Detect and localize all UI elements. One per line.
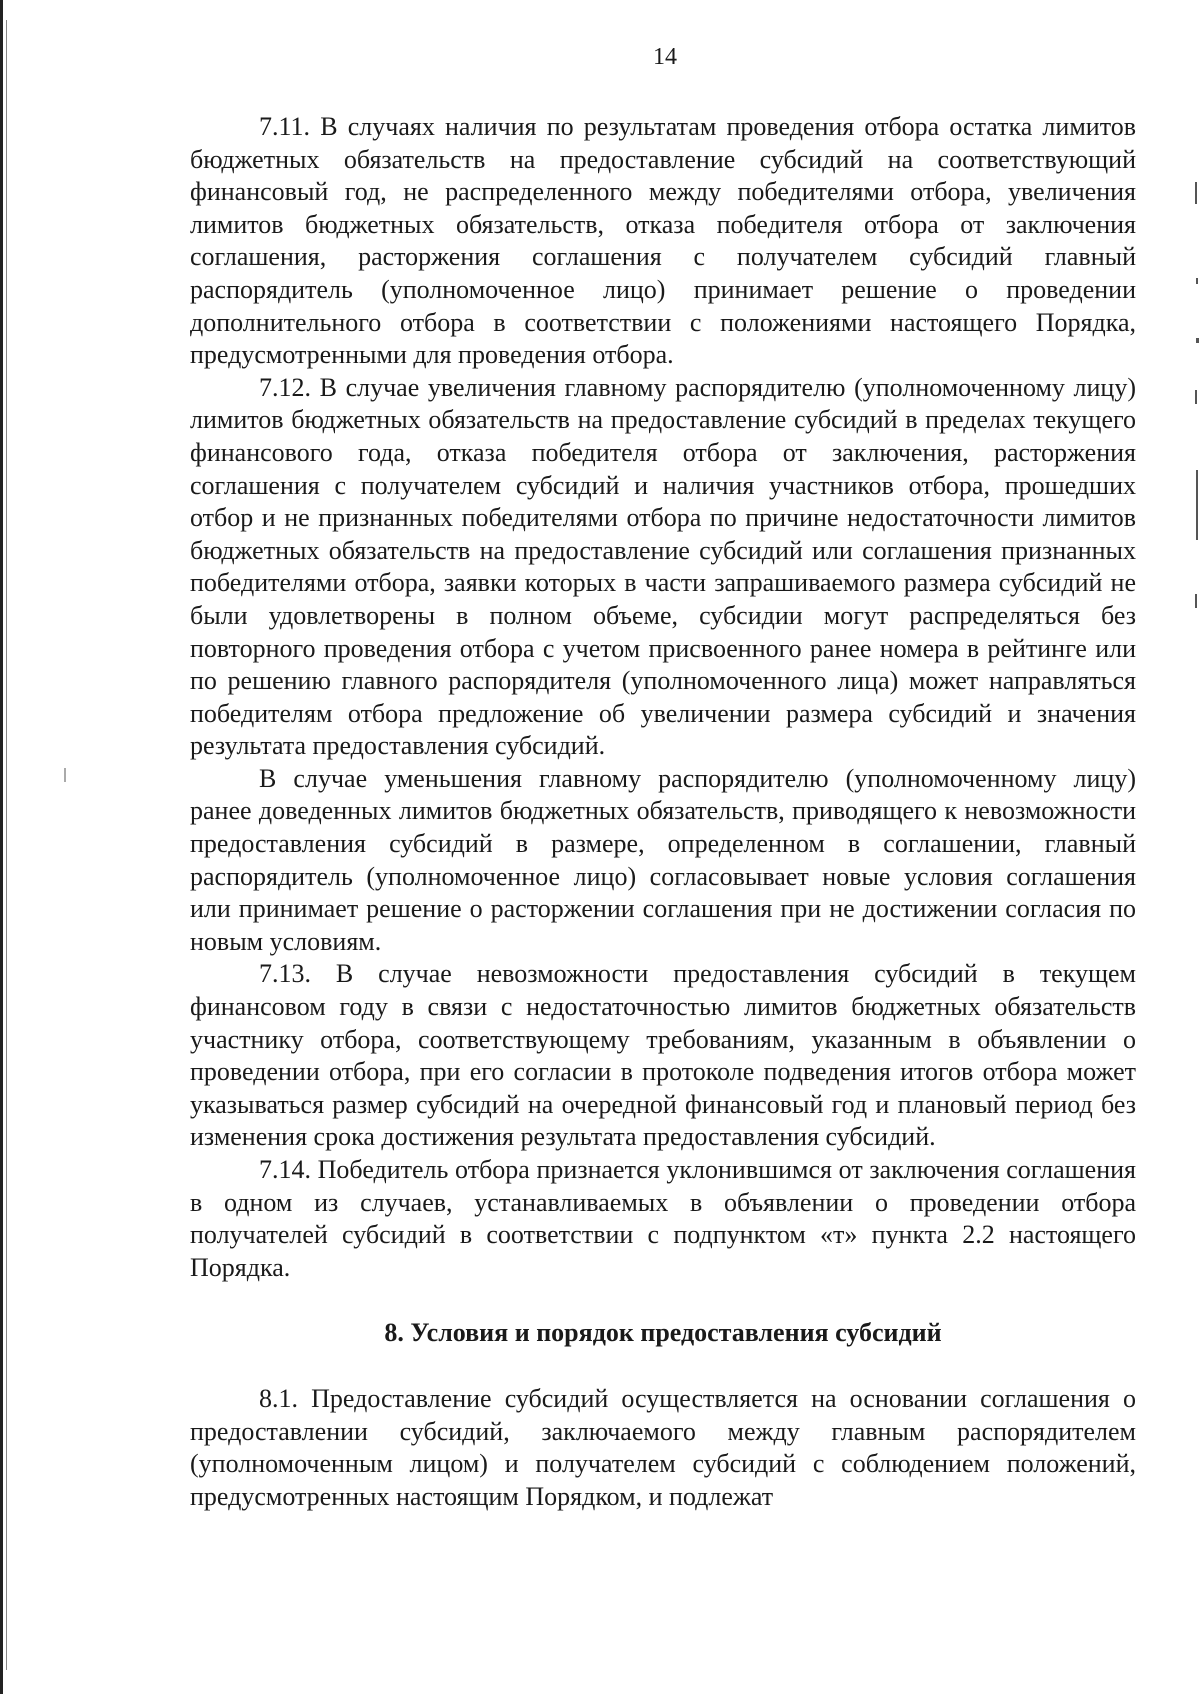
paragraph-8-1: 8.1. Предоставление субсидий осуществляется на основании соглашения о предоставлении субсидий, заключаемого между главным распорядителем (уполномоченным лицом) и получателем субсидий с соблюдением положений, предусмотренных настоящим Порядком, и подлежат <box>190 1383 1136 1511</box>
paragraph-7-14: 7.14. Победитель отбора признается уклонившимся от заключения соглашения в одном из случаев, устанавливаемых в объявлении о проведении отбора получателей субсидий в соответствии с подпунктом «т» пункта 2.2 настоящего Порядка. <box>190 1155 1136 1282</box>
document-body <box>190 111 1136 1513</box>
scan-mark <box>64 768 66 782</box>
scan-mark <box>1195 390 1197 404</box>
scan-mark <box>1195 594 1197 608</box>
scan-mark <box>1196 470 1198 540</box>
paragraph-7-12-continued: В случае уменьшения главному распорядителю (уполномоченному лицу) ранее доведенных лимитов бюджетных обязательств, приводящего к невозможности предоставления субсидий в размере, определенном в соглашении, главный распорядитель (уполномоченное лицо) согласовывает новые условия соглашения или принимает решение о расторжении соглашения при не достижении согласия по новым условиям. <box>190 763 1136 956</box>
scan-mark <box>1196 338 1199 343</box>
scan-mark <box>1195 182 1197 204</box>
paragraph-7-13: 7.13. В случае невозможности предоставления субсидий в текущем финансовом году в связи с недостаточностью лимитов бюджетных обязательств участнику отбора, соответствующему требованиям, указанным в объявлении о проведении отбора, при его согласии в протоколе подведения итогов отбора может указываться размер субсидий на очередной финансовый год и плановый период без изменения срока достижения результата предоставления субсидий. <box>190 959 1136 1152</box>
scan-border-line <box>6 20 7 1670</box>
scan-border-left <box>0 0 3 1694</box>
paragraph-7-12: 7.12. В случае увеличения главному распорядителю (уполномоченному лицу) лимитов бюджетных обязательств на предоставление субсидий в пределах текущего финансового года, отказа победителя отбора от заключения, расторжения соглашения с получателем субсидий и наличия участников отбора, прошедших отбор и не признанных победителями отбора по причине недостаточности лимитов бюджетных обязательств на предоставление субсидий или соглашения признанных победителями отбора, заявки которых в части запрашиваемого размера субсидий не были удовлетворены в полном объеме, субсидии могут распределяться без повторного проведения отбора с учетом присвоенного ранее номера в рейтинге или по решению главного распорядителя (уполномоченного лица) может направляться победителям отбора предложение об увеличении размера субсидий и значения результата предоставления субсидий. <box>190 372 1136 761</box>
section-8-heading: 8. Условия и порядок предоставления субсидий <box>384 1318 942 1348</box>
page-number: 14 <box>653 44 677 70</box>
scan-mark <box>1196 278 1198 284</box>
paragraph-7-11: 7.11. В случаях наличия по результатам проведения отбора остатка лимитов бюджетных обязательств на предоставление субсидий на соответствующий финансовый год, не распределенного между победителями отбора, увеличения лимитов бюджетных обязательств, отказа победителя отбора от заключения соглашения, расторжения соглашения с получателем субсидий главный распорядитель (уполномоченное лицо) принимает решение о проведении дополнительного отбора в соответствии с положениями настоящего Порядка, предусмотренными для проведения отбора. <box>190 112 1136 370</box>
